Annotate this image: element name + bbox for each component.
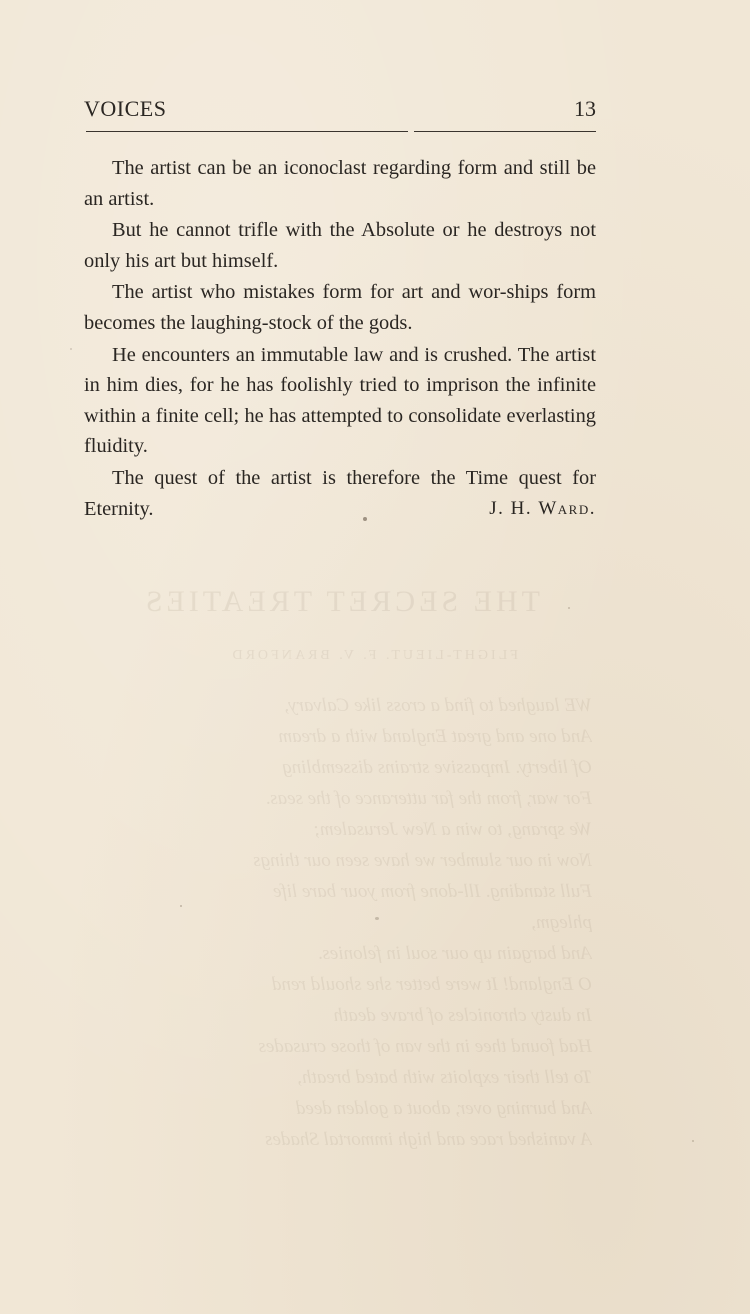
show-through-title: THE SECRET TREATIES	[141, 585, 540, 618]
paragraph: The artist who mistakes form for art and wor-ships form becomes the laughing-stock of the gods.	[84, 281, 596, 334]
paper-speck	[568, 607, 570, 609]
show-through-line: And bargain up our soul in felonies.	[317, 943, 592, 964]
body-text	[84, 153, 596, 524]
paper-speck	[692, 1140, 694, 1142]
paragraph: The artist can be an iconoclast regarding form and still be an artist.	[84, 157, 596, 210]
header-rule	[414, 131, 596, 132]
header-rule	[86, 131, 408, 132]
show-through-line: WE laughed to find a cross like Calvary,	[284, 695, 592, 716]
signature-surname: Ward.	[538, 498, 596, 519]
author-signature	[489, 498, 596, 520]
paper-speck	[180, 905, 182, 907]
show-through-line: In dusty chronicles of brave death	[333, 1005, 592, 1026]
paragraph: But he cannot trifle with the Absolute or he destroys not only his art but himself.	[84, 219, 596, 272]
paper-speck	[363, 517, 367, 521]
paragraph: The quest of the artist is therefore the Time quest for Eternity.	[84, 466, 596, 520]
show-through-line: Full standing. Ill-done from your bare life	[273, 881, 592, 902]
running-header	[84, 96, 596, 126]
running-title: VOICES	[84, 96, 167, 121]
show-through-line: To tell their exploits with bated breath,	[297, 1067, 592, 1088]
signature-initials: J. H.	[489, 498, 539, 519]
show-through-line: Had found thee in the van of those crusades	[258, 1036, 592, 1057]
show-through-line: A vanished race and high immortal Shades	[265, 1129, 592, 1150]
page-number: 13	[574, 96, 596, 121]
show-through-subtitle: FLIGHT-LIEUT. F. V. BRANFORD	[229, 648, 518, 663]
show-through-line: phlegm,	[531, 912, 592, 933]
show-through-line: Now in our slumber we have seen our things	[253, 850, 592, 871]
show-through-line: Of liberty. Impassive strains dissembling	[282, 757, 592, 778]
show-through-line: O England! It were better she should rend	[272, 974, 592, 995]
paper-speck	[375, 917, 379, 920]
paragraph: He encounters an immutable law and is crushed. The artist in him dies, for he has foolishly tried to imprison the infinite within a finite cell; he has attempted to consolidate everlasting fluidity.	[84, 343, 596, 458]
show-through-line: For war, from the far utterance of the seas.	[265, 788, 592, 809]
show-through-line: We sprang, to win a New Jerusalem;	[313, 819, 592, 840]
paper-speck	[70, 348, 72, 350]
show-through-line: And burning over, about a golden deed	[295, 1098, 592, 1119]
show-through-line: And one and great England with a dream	[278, 726, 592, 747]
show-through-lines	[142, 690, 592, 1155]
